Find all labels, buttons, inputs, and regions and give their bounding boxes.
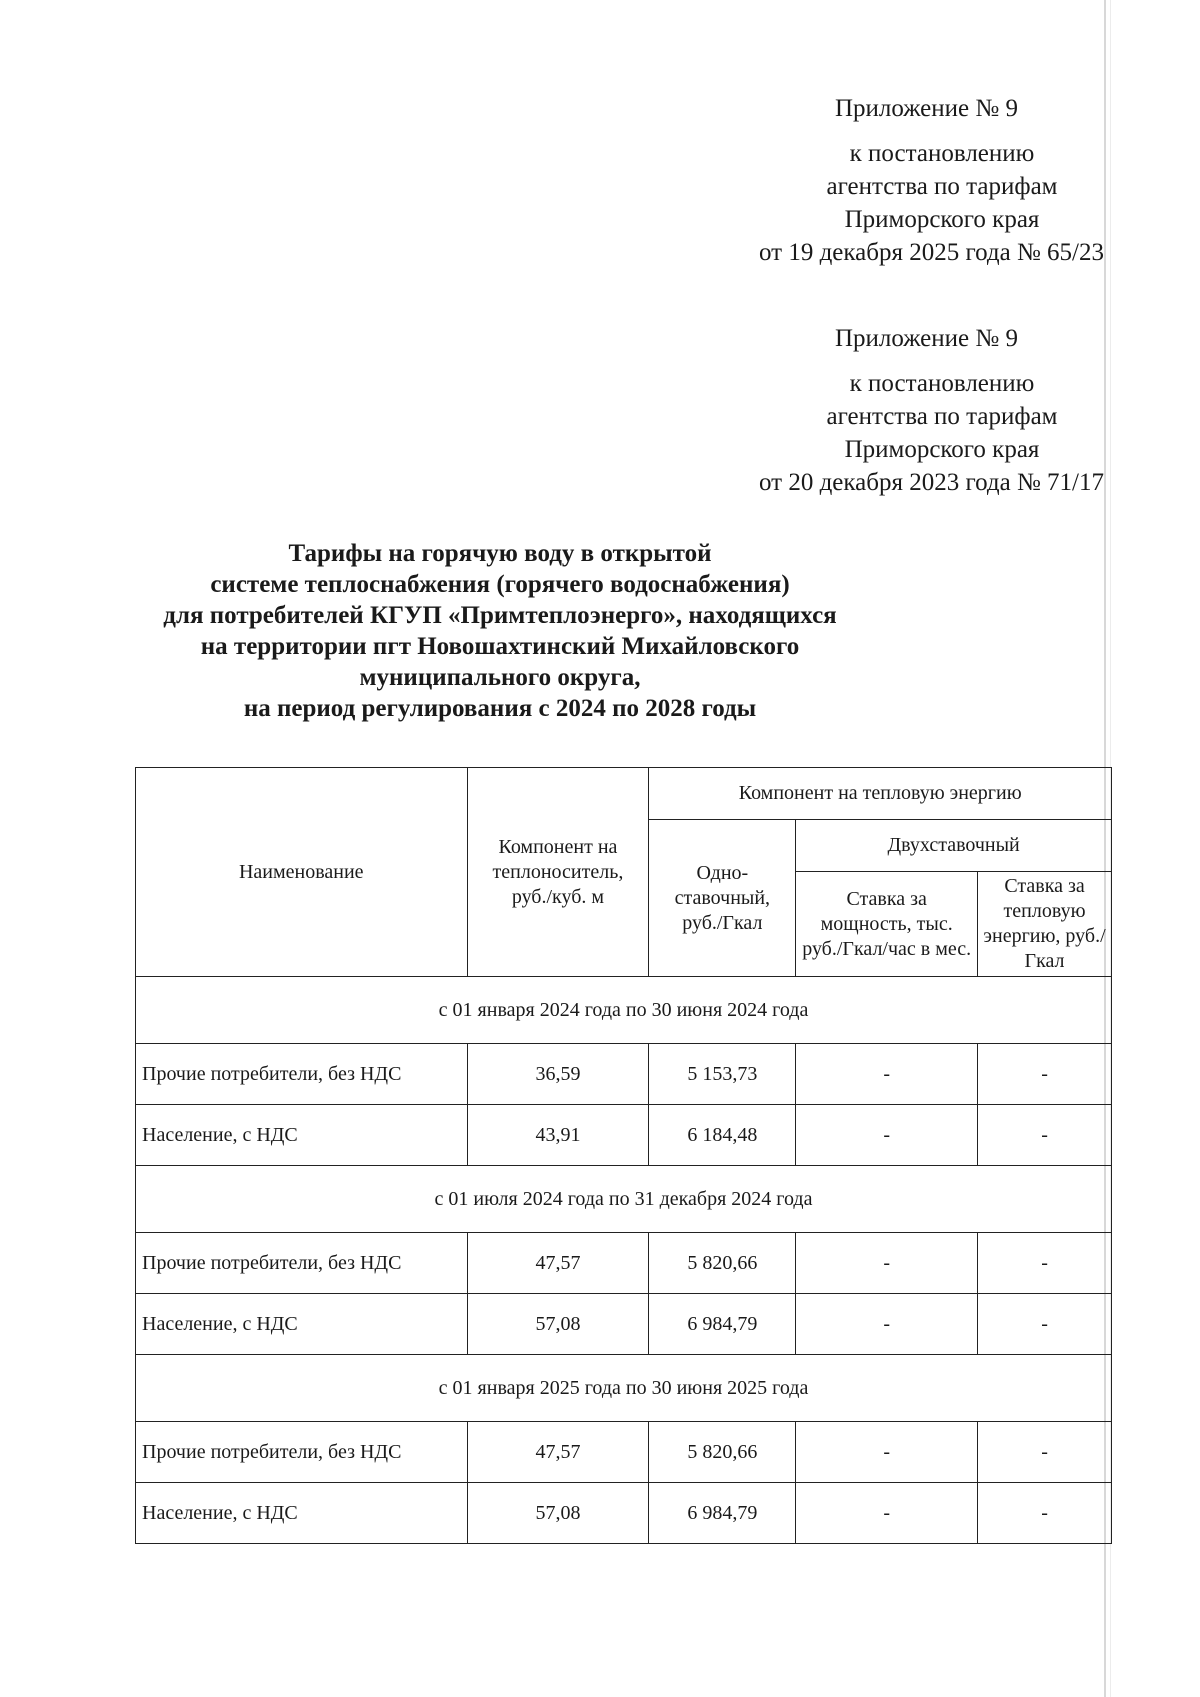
carrier-value: 43,91 (467, 1105, 649, 1166)
header-thermal-component: Компонент на тепловую энергию (649, 768, 1112, 820)
energy-rate-value: - (978, 1044, 1112, 1105)
carrier-value: 57,08 (467, 1483, 649, 1544)
energy-rate-value: - (978, 1294, 1112, 1355)
header-carrier-component: Компонент на теплоноситель, руб./куб. м (467, 768, 649, 977)
header-two-rate: Двухставочный (796, 820, 1112, 872)
title-line: для потребителей КГУП «Примтеплоэнерго», находящихся (163, 602, 837, 629)
energy-rate-value: - (978, 1105, 1112, 1166)
title-line: Тарифы на горячую воду в открытой (288, 540, 712, 567)
appendix-number: Приложение № 9 (834, 95, 1018, 122)
header-energy-rate: Ставка за тепловую энергию, руб./Гкал (978, 872, 1112, 977)
table-row (136, 1294, 1112, 1355)
table-row (136, 1483, 1112, 1544)
capacity-rate-value: - (796, 1105, 978, 1166)
appendix-ref-line: к постановлению (849, 140, 1035, 167)
table-row (136, 1422, 1112, 1483)
capacity-rate-value: - (796, 1294, 978, 1355)
energy-rate-value: - (978, 1483, 1112, 1544)
capacity-rate-value: - (796, 1044, 978, 1105)
period-label: с 01 января 2025 года по 30 июня 2025 года (136, 1355, 1112, 1422)
table-row (136, 1044, 1112, 1105)
row-name: Прочие потребители, без НДС (136, 1422, 468, 1483)
appendix-ref-line: Приморского края (844, 206, 1040, 233)
single-rate-value: 5 820,66 (649, 1233, 796, 1294)
row-name: Прочие потребители, без НДС (136, 1044, 468, 1105)
appendix-ref-line: к постановлению (849, 370, 1035, 397)
capacity-rate-value: - (796, 1422, 978, 1483)
row-name: Население, с НДС (136, 1105, 468, 1166)
period-label: с 01 января 2024 года по 30 июня 2024 года (136, 977, 1112, 1044)
appendix-block-current (684, 92, 1104, 269)
header-capacity-rate: Ставка за мощность, тыс. руб./Гкал/час в мес. (796, 872, 978, 977)
single-rate-value: 5 153,73 (649, 1044, 796, 1105)
carrier-value: 36,59 (467, 1044, 649, 1105)
row-name: Прочие потребители, без НДС (136, 1233, 468, 1294)
row-name: Население, с НДС (136, 1294, 468, 1355)
single-rate-value: 6 984,79 (649, 1483, 796, 1544)
header-name: Наименование (136, 768, 468, 977)
row-name: Население, с НДС (136, 1483, 468, 1544)
appendix-ref-line: Приморского края (844, 436, 1040, 463)
appendix-number: Приложение № 9 (834, 325, 1018, 352)
appendix-block-original (684, 322, 1104, 499)
table-row (136, 1105, 1112, 1166)
appendix-ref-line: агентства по тарифам (826, 173, 1058, 200)
energy-rate-value: - (978, 1233, 1112, 1294)
title-line: муниципального округа, (359, 664, 641, 691)
table-row (136, 1233, 1112, 1294)
capacity-rate-value: - (796, 1233, 978, 1294)
appendix-date: от 19 декабря 2025 года № 65/23 (758, 239, 1104, 266)
single-rate-value: 5 820,66 (649, 1422, 796, 1483)
header-single-rate: Одно-ставочный, руб./Гкал (649, 820, 796, 977)
appendix-ref-line: агентства по тарифам (826, 403, 1058, 430)
single-rate-value: 6 184,48 (649, 1105, 796, 1166)
period-row (136, 1355, 1112, 1422)
period-label: с 01 июля 2024 года по 31 декабря 2024 года (136, 1166, 1112, 1233)
carrier-value: 57,08 (467, 1294, 649, 1355)
capacity-rate-value: - (796, 1483, 978, 1544)
tariffs-table (135, 767, 1112, 1544)
title-line: на территории пгт Новошахтинский Михайловского (200, 633, 800, 660)
appendix-date: от 20 декабря 2023 года № 71/17 (758, 469, 1104, 496)
period-row (136, 977, 1112, 1044)
carrier-value: 47,57 (467, 1233, 649, 1294)
title-line: системе теплоснабжения (горячего водоснабжения) (210, 571, 790, 598)
period-row (136, 1166, 1112, 1233)
title-line: на период регулирования с 2024 по 2028 годы (243, 695, 757, 722)
document-title (150, 538, 850, 724)
carrier-value: 47,57 (467, 1422, 649, 1483)
single-rate-value: 6 984,79 (649, 1294, 796, 1355)
energy-rate-value: - (978, 1422, 1112, 1483)
